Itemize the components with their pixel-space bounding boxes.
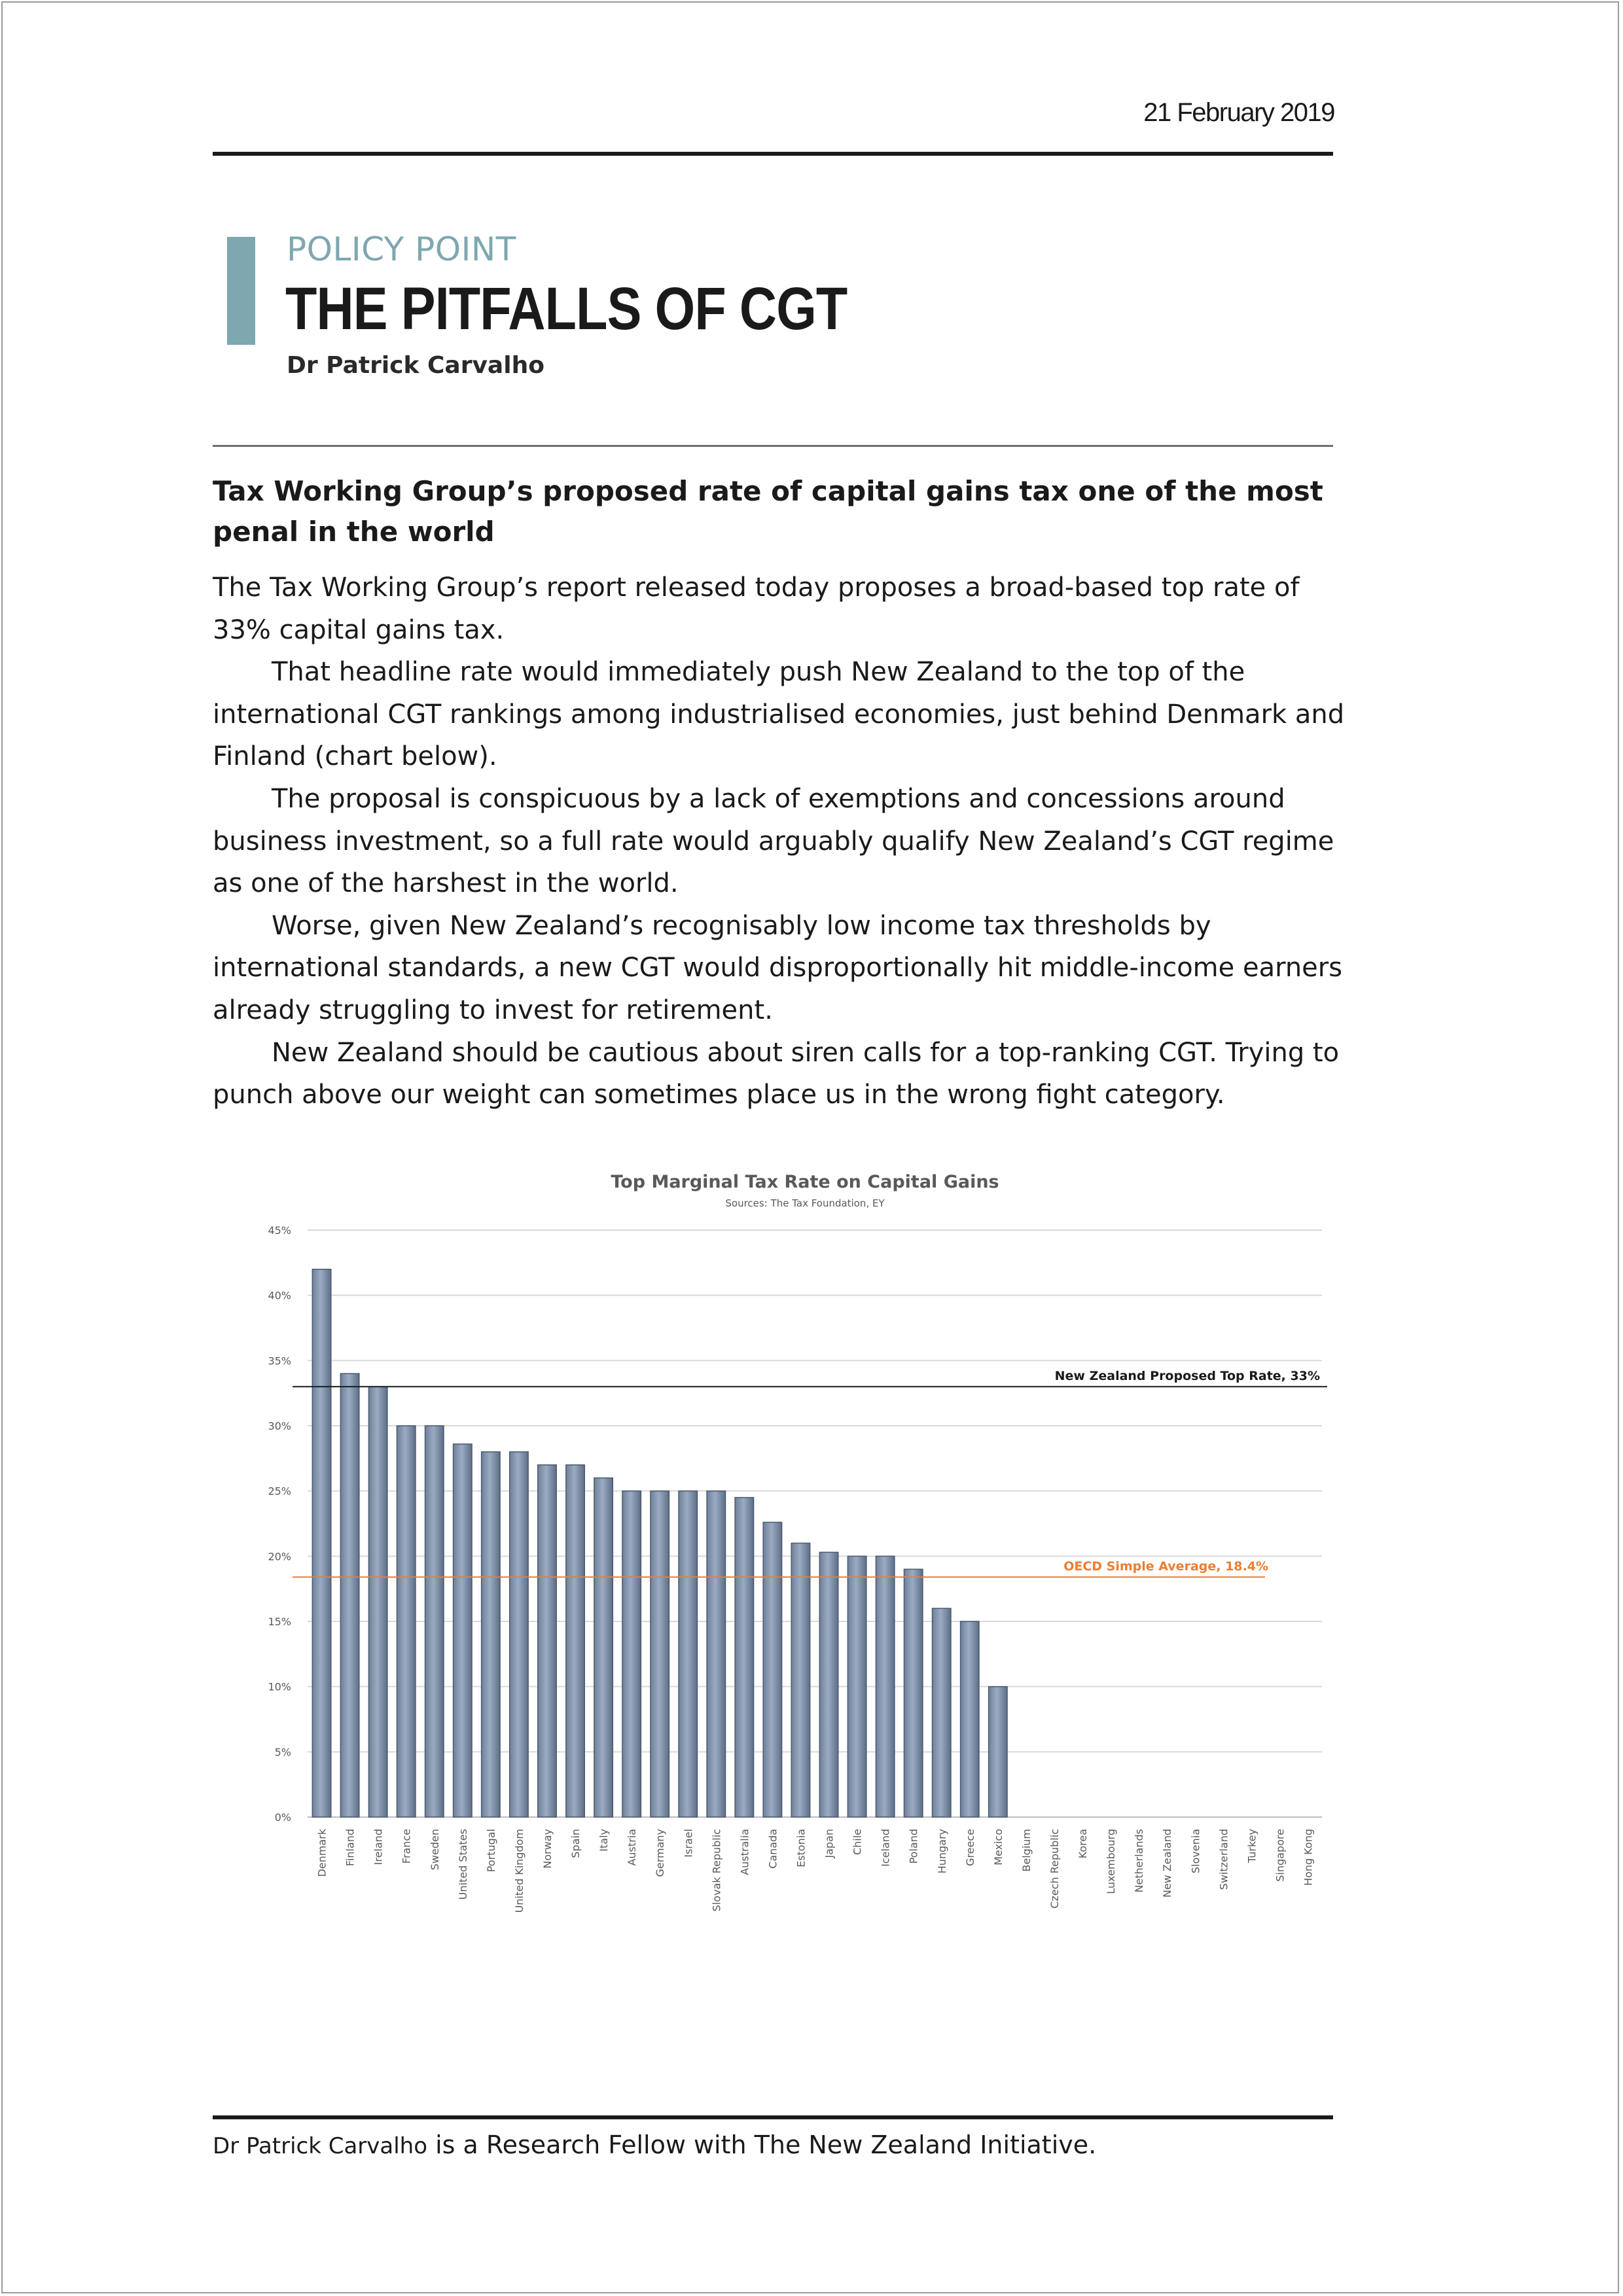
x-tick-label: New Zealand — [1161, 1829, 1174, 1898]
bar — [425, 1426, 444, 1817]
x-tick-label: Israel — [682, 1829, 695, 1858]
y-tick-label: 45% — [268, 1224, 291, 1237]
chart-subtitle: Sources: The Tax Foundation, EY — [725, 1197, 885, 1209]
x-tick-label: Chile — [851, 1829, 864, 1856]
x-tick-label: Denmark — [315, 1829, 329, 1877]
bar — [312, 1269, 330, 1817]
x-tick-label: Hungary — [935, 1829, 948, 1874]
kicker-label: POLICY POINT — [287, 230, 516, 268]
x-tick-label: Portugal — [484, 1829, 497, 1873]
x-tick-label: Iceland — [879, 1829, 892, 1867]
author-name: Dr Patrick Carvalho — [287, 352, 544, 379]
x-tick-label: Belgium — [1020, 1829, 1033, 1872]
x-tick-label: Czech Republic — [1048, 1829, 1061, 1909]
y-tick-label: 0% — [274, 1811, 291, 1824]
y-tick-label: 30% — [268, 1420, 291, 1432]
bar — [454, 1444, 472, 1817]
x-tick-label: Spain — [569, 1829, 582, 1858]
y-tick-label: 5% — [274, 1746, 291, 1759]
cgt-chart-svg — [249, 1165, 1348, 1943]
bar — [989, 1687, 1007, 1817]
x-tick-label: United States — [456, 1829, 469, 1900]
paragraph-4: Worse, given New Zealand’s recognisably low income tax thresholds by international standards, a new CGT would disproportionally hit middle-income earners already struggling to invest for retirement. — [213, 910, 1343, 1025]
y-tick-label: 20% — [268, 1550, 291, 1563]
x-tick-label: France — [400, 1829, 413, 1864]
paragraph-2: That headline rate would immediately push New Zealand to the top of the international CGT rankings among industrialised economies, just behind Denmark and Finland (chart below). — [213, 657, 1345, 772]
bar — [622, 1491, 641, 1817]
bar — [735, 1498, 753, 1817]
article-headline: Tax Working Group’s proposed rate of capital gains tax one of the most penal in the world — [213, 475, 1323, 548]
paragraph-5: New Zealand should be cautious about siren calls for a top-ranking CGT. Trying to punch above our weight can sometimes place us in the wrong fight category. — [213, 1037, 1340, 1110]
bar — [651, 1491, 669, 1817]
x-tick-label: Singapore — [1274, 1829, 1287, 1882]
cgt-chart — [249, 1165, 1348, 1943]
x-tick-label: Canada — [766, 1829, 779, 1869]
x-tick-label: Austria — [626, 1829, 639, 1866]
x-tick-label: Sweden — [428, 1829, 441, 1871]
bar — [538, 1465, 556, 1817]
x-tick-label: Estonia — [794, 1829, 808, 1867]
x-tick-label: Poland — [907, 1829, 920, 1864]
bar — [819, 1552, 838, 1817]
y-tick-label: 25% — [268, 1485, 291, 1498]
paragraph-3: The proposal is conspicuous by a lack of exemptions and concessions around business investment, so a full rate would arguably qualify New Zealand’s CGT regime as one of the harshest in the world. — [213, 783, 1334, 899]
header-rule — [213, 152, 1333, 156]
bar — [791, 1543, 810, 1817]
x-tick-label: Ireland — [372, 1829, 385, 1865]
x-tick-label: Mexico — [991, 1829, 1005, 1865]
bar — [933, 1608, 951, 1817]
section-rule — [213, 445, 1333, 447]
bar — [594, 1478, 613, 1817]
x-tick-label: Germany — [654, 1829, 667, 1877]
page-title: THE PITFALLS OF CGT — [285, 275, 847, 342]
page-frame — [1, 1, 1619, 2293]
bar — [566, 1465, 584, 1817]
footer-rule — [213, 2115, 1333, 2119]
x-tick-label: United Kingdom — [512, 1829, 526, 1913]
bar — [397, 1426, 415, 1817]
x-tick-label: Netherlands — [1133, 1829, 1146, 1893]
reference-line-label: New Zealand Proposed Top Rate, 33% — [1054, 1369, 1320, 1384]
y-tick-label: 15% — [268, 1616, 291, 1628]
footer-author-name: Dr Patrick Carvalho — [213, 2133, 428, 2159]
x-tick-label: Hong Kong — [1302, 1829, 1315, 1886]
footer-bio — [213, 2130, 1096, 2159]
x-tick-label: Greece — [963, 1829, 976, 1866]
article-body — [213, 567, 1351, 1116]
publication-date: 21 February 2019 — [1143, 98, 1334, 127]
bar — [847, 1556, 866, 1817]
bar — [904, 1569, 922, 1817]
bar — [679, 1491, 697, 1817]
paragraph-1: The Tax Working Group’s report released today proposes a broad-based top rate of 33% capital gains tax. — [213, 573, 1300, 645]
x-tick-label: Japan — [823, 1829, 836, 1858]
bar — [510, 1452, 528, 1817]
bar — [707, 1491, 725, 1817]
accent-bar — [227, 237, 255, 345]
bar — [961, 1621, 979, 1817]
x-tick-label: Australia — [738, 1829, 751, 1875]
y-tick-label: 35% — [268, 1354, 291, 1368]
x-tick-label: Norway — [541, 1829, 554, 1869]
reference-line-label: OECD Simple Average, 18.4% — [1063, 1559, 1268, 1574]
x-tick-label: Luxembourg — [1105, 1829, 1118, 1894]
y-tick-label: 10% — [268, 1680, 291, 1693]
x-tick-label: Korea — [1077, 1829, 1090, 1859]
y-tick-label: 40% — [268, 1289, 291, 1302]
bar — [763, 1523, 781, 1817]
bar — [340, 1373, 359, 1817]
x-tick-label: Slovenia — [1189, 1829, 1202, 1874]
x-tick-label: Slovak Republic — [710, 1829, 723, 1912]
chart-title: Top Marginal Tax Rate on Capital Gains — [611, 1172, 999, 1192]
x-tick-label: Italy — [597, 1829, 611, 1852]
x-tick-label: Finland — [344, 1829, 357, 1867]
x-tick-label: Turkey — [1245, 1829, 1258, 1863]
bar — [482, 1452, 500, 1817]
x-tick-label: Switzerland — [1217, 1829, 1230, 1890]
bar — [368, 1386, 387, 1817]
bar — [876, 1556, 894, 1817]
footer-bio-text: is a Research Fellow with The New Zealand Initiative. — [427, 2130, 1097, 2159]
